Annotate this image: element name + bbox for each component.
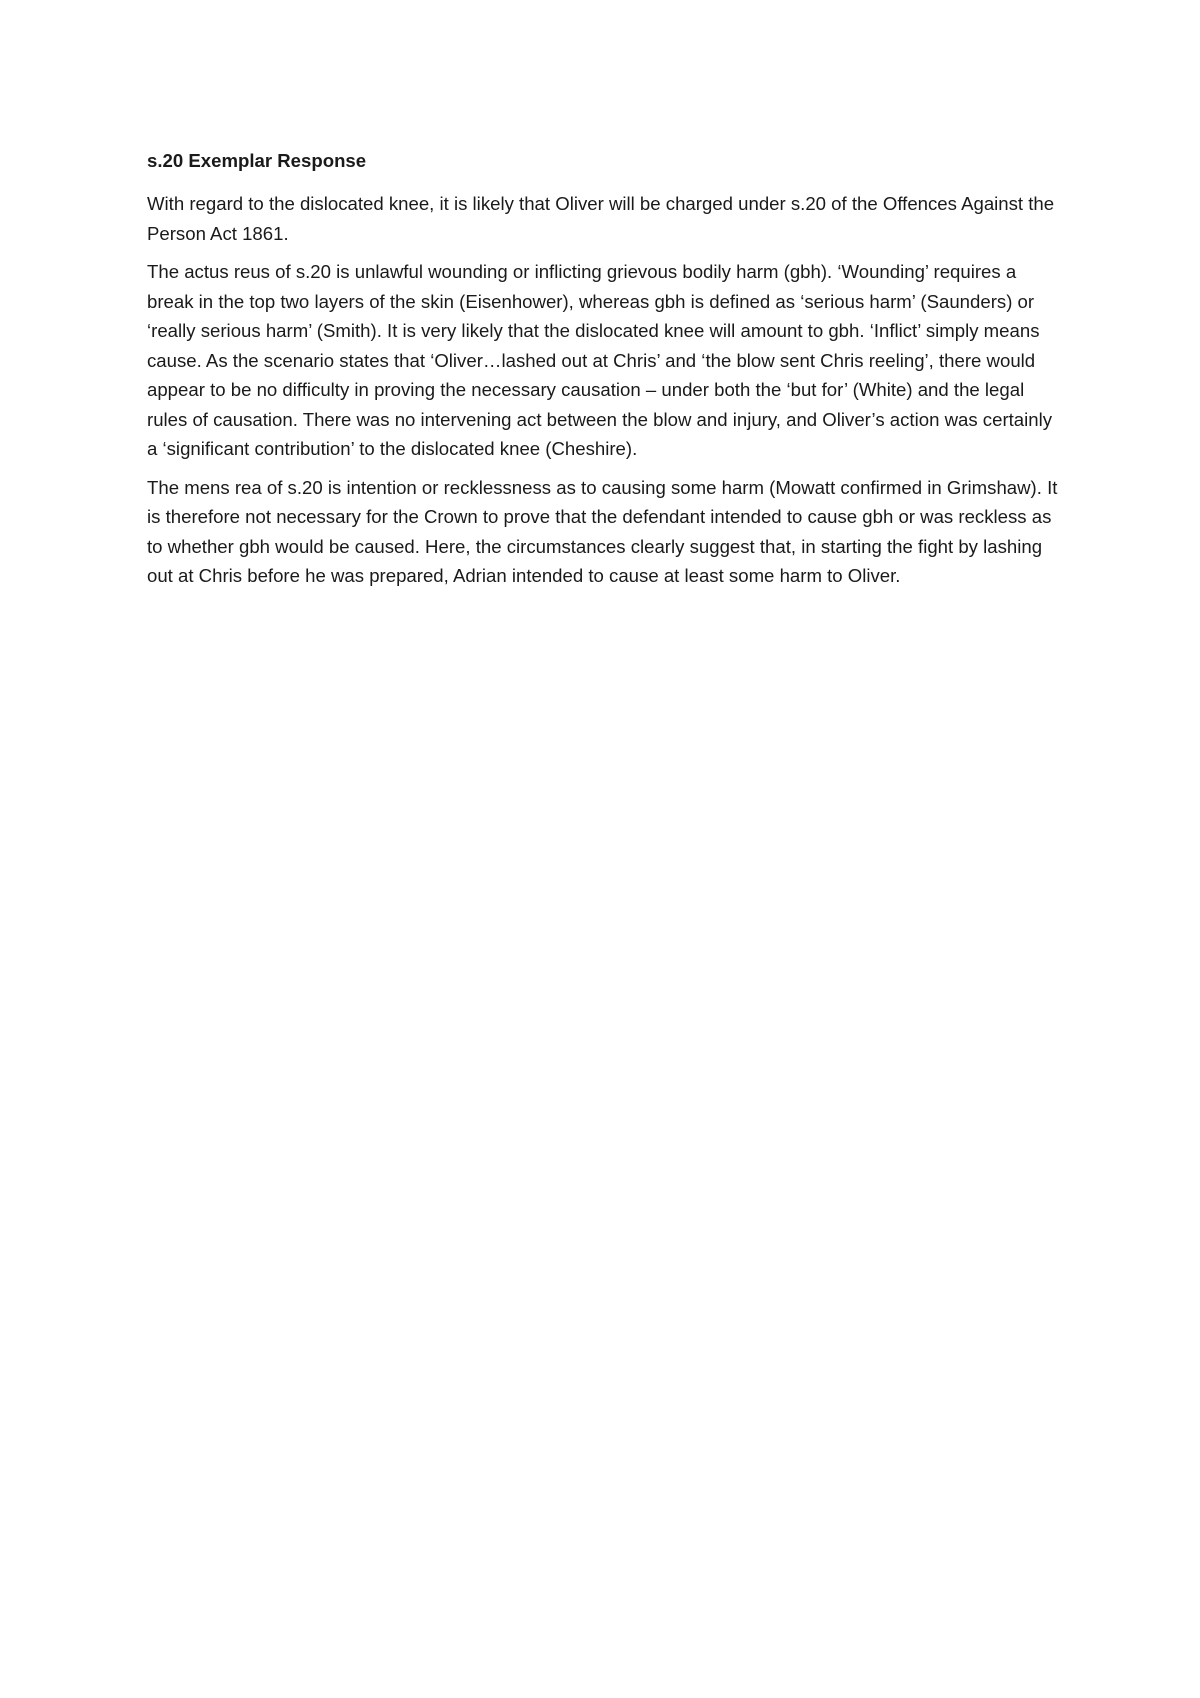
paragraph-charge: With regard to the dislocated knee, it is likely that Oliver will be charged under s.20 of the Offences Against the Person Act 1861. [147,193,1055,244]
document-heading: s.20 Exemplar Response [147,150,367,171]
paragraph-mens-rea: The mens rea of s.20 is intention or recklessness as to causing some harm (Mowatt confirmed in Grimshaw). It is therefore not necessary for the Crown to prove that the defendant intended to cause gbh or was reckless as to whether gbh would be caused. Here, the circumstances clearly suggest that, in starting the fight by lashing out at Chris before he was prepared, Adrian intended to cause at least some harm to Oliver. [147,476,1058,586]
document-body [147,146,1062,600]
paragraph-actus-reus: The actus reus of s.20 is unlawful wounding or inflicting grievous bodily harm (gbh). ‘Wounding’ requires a break in the top two layers of the skin (Eisenhower), whereas gbh is defined as ‘serious harm’ (Saunders) or ‘really serious harm’ (Smith). It is very likely that the dislocated knee will amount to gbh. ‘Inflict’ simply means cause. As the scenario states that ‘Oliver…lashed out at Chris’ and ‘the blow sent Chris reeling’, there would appear to be no difficulty in proving the necessary causation – under both the ‘but for’ (White) and the legal rules of causation. There was no intervening act between the blow and injury, and Oliver’s action was certainly a ‘significant contribution’ to the dislocated knee (Cheshire). [147,261,1053,459]
